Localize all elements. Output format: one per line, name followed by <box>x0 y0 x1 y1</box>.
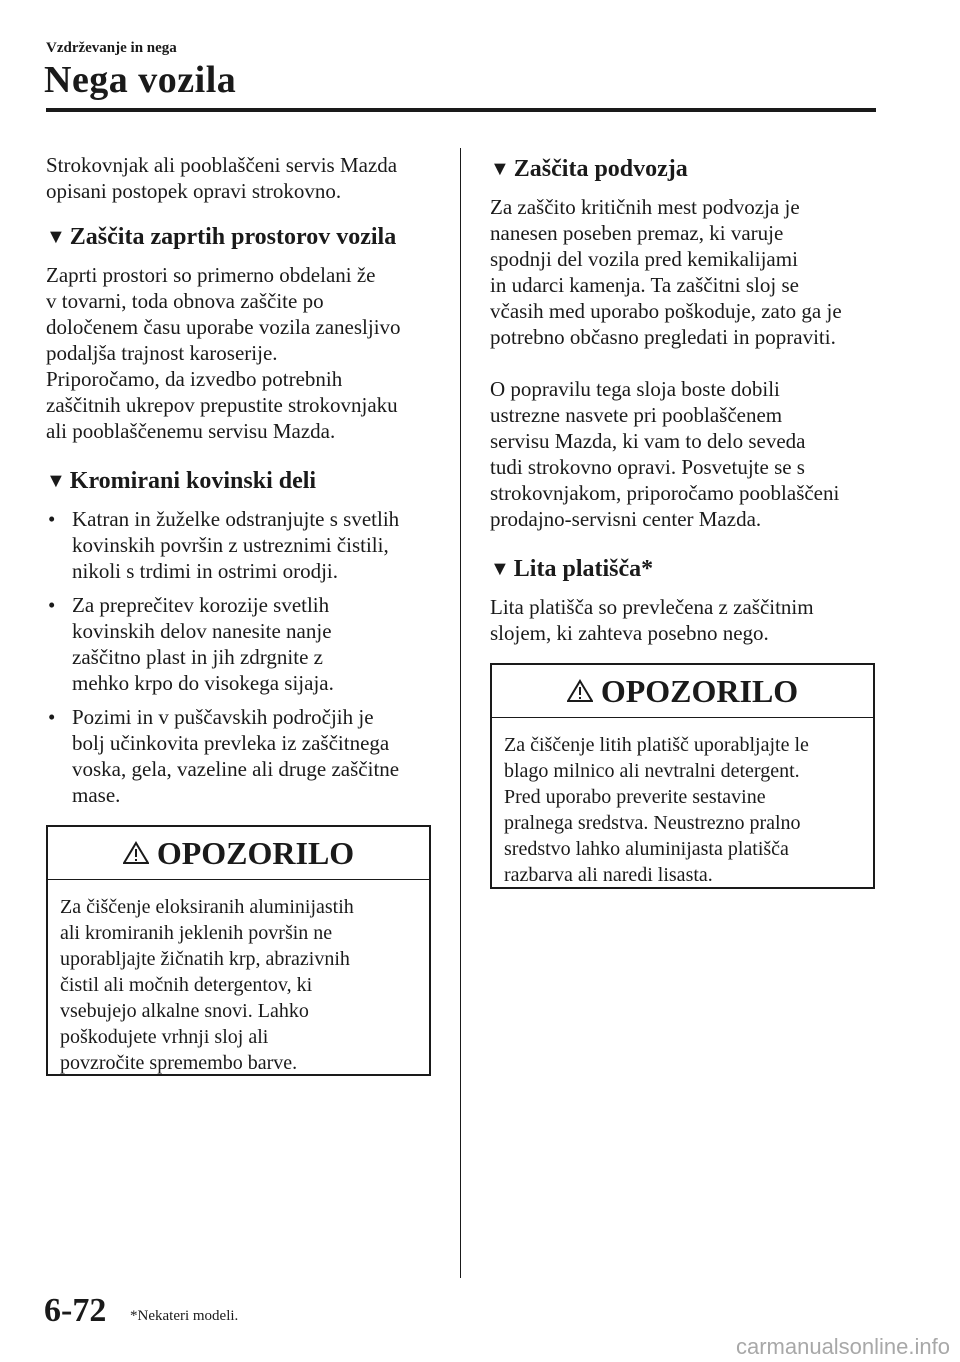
text-line: tudi strokovno opravi. Posvetujte se s <box>490 455 805 479</box>
text-line: včasih med uporabo poškoduje, zato ga je <box>490 299 842 323</box>
text-line: Katran in žuželke odstranjujte s svetlih <box>72 507 400 531</box>
text-line: povzročite spremembo barve. <box>60 1052 298 1074</box>
text-line: strokovnjakom, priporočamo pooblaščeni <box>490 481 840 505</box>
text-line: O popravilu tega sloja boste dobili <box>490 377 780 401</box>
underbody-paragraph-1 <box>490 194 876 350</box>
text-line: nikoli s trdimi in ostrimi orodji. <box>72 559 339 583</box>
heading-text: Zaščita podvozja <box>513 156 688 182</box>
text-line: kovinskih površin z ustreznimi čistili, <box>72 533 389 557</box>
text-line: ali pooblaščenemu servisu Mazda. <box>46 419 336 443</box>
text-line: Lita platišča so prevlečena z zaščitnim <box>490 595 814 619</box>
text-line: prodajno-servisni center Mazda. <box>490 507 762 531</box>
text-line: v tovarni, toda obnova zaščite po <box>46 289 324 313</box>
text-line: mehko krpo do visokega sijaja. <box>72 671 334 695</box>
warning-body <box>492 718 873 902</box>
text-line: določenem času uporabe vozila zanesljivo <box>46 315 401 339</box>
text-line: in udarci kamenja. Ta zaščitni sloj se <box>490 273 799 297</box>
underbody-paragraph-2 <box>490 376 876 532</box>
wheels-paragraph <box>490 594 876 646</box>
list-item <box>46 506 432 584</box>
text-line: voska, gela, vazeline ali druge zaščitne <box>72 757 400 781</box>
chrome-bullet-list <box>46 506 432 808</box>
right-column <box>490 140 876 646</box>
text-line: bolj učinkovita prevleka iz zaščitnega <box>72 731 390 755</box>
text-line: Za preprečitev korozije svetlih <box>72 593 330 617</box>
text-line: zaščitno plast in jih zdrgnite z <box>72 645 323 669</box>
text-line: pralnega sredstva. Neustrezno pralno <box>504 812 801 834</box>
enclosed-paragraph <box>46 262 432 444</box>
text-line: blago milnico ali nevtralni detergent. <box>504 760 800 782</box>
text-line: potrebno občasno pregledati in popraviti. <box>490 325 836 349</box>
warning-triangle-icon <box>123 841 149 865</box>
warning-title: OPOZORILO <box>156 834 355 871</box>
text-line: nanesen poseben premaz, ki varuje <box>490 221 784 245</box>
text-line: uporabljajte žičnatih krp, abrazivnih <box>60 948 350 970</box>
text-line: Priporočamo, da izvedbo potrebnih <box>46 367 343 391</box>
text-line: Pred uporabo preverite sestavine <box>504 786 766 808</box>
bullet-icon: • <box>48 507 56 531</box>
list-item <box>46 592 432 696</box>
warning-header <box>492 665 873 718</box>
warning-title: OPOZORILO <box>600 672 799 709</box>
text-line: Pozimi in v puščavskih področjih je <box>72 705 374 729</box>
text-line: Strokovnjak ali pooblaščeni servis Mazda <box>46 153 398 177</box>
triangle-down-icon: ▼ <box>46 226 66 248</box>
text-line: mase. <box>72 783 121 807</box>
text-line: čistil ali močnih detergentov, ki <box>60 974 313 996</box>
warning-box-wheels <box>490 663 875 889</box>
triangle-down-icon: ▼ <box>490 158 510 180</box>
section-heading-chrome <box>46 466 432 496</box>
left-column <box>46 152 432 816</box>
text-line: Za zaščito kritičnih mest podvozja je <box>490 195 800 219</box>
page-number: 6-72 <box>44 1292 107 1329</box>
section-heading-enclosed <box>46 222 432 252</box>
bullet-icon: • <box>48 705 56 729</box>
text-line: Za čiščenje eloksiranih aluminijastih <box>60 896 354 918</box>
text-line: Zaprti prostori so primerno obdelani že <box>46 263 376 287</box>
text-line: spodnji del vozila pred kemikalijami <box>490 247 798 271</box>
section-heading-wheels <box>490 554 876 584</box>
section-label: Vzdrževanje in nega <box>46 40 177 56</box>
text-line: Za čiščenje litih platišč uporabljajte le <box>504 734 809 756</box>
section-heading-underbody <box>490 154 876 184</box>
list-item <box>46 704 432 808</box>
text-line: podaljša trajnost karoserije. <box>46 341 278 365</box>
heading-text: Kromirani kovinski deli <box>69 468 317 494</box>
text-line: ali kromiranih jeklenih površin ne <box>60 922 333 944</box>
text-line: zaščitnih ukrepov prepustite strokovnjaku <box>46 393 398 417</box>
text-line: vsebujejo alkalne snovi. Lahko <box>60 1000 309 1022</box>
triangle-down-icon: ▼ <box>490 558 510 580</box>
triangle-down-icon: ▼ <box>46 470 66 492</box>
footnote: *Nekateri modeli. <box>130 1308 239 1324</box>
text-line: servisu Mazda, ki vam to delo seveda <box>490 429 806 453</box>
heading-text: Zaščita zaprtih prostorov vozila <box>69 224 397 250</box>
bullet-icon: • <box>48 593 56 617</box>
warning-box-chrome <box>46 825 431 1076</box>
text-line: slojem, ki zahteva posebno nego. <box>490 621 769 645</box>
text-line: ustrezne nasvete pri pooblaščenem <box>490 403 783 427</box>
text-line: opisani postopek opravi strokovno. <box>46 179 342 203</box>
warning-header <box>48 827 429 880</box>
text-line: sredstvo lahko aluminijasta platišča <box>504 838 789 860</box>
intro-paragraph <box>46 152 432 204</box>
column-divider <box>460 148 461 1278</box>
text-line: poškodujete vrhnji sloj ali <box>60 1026 269 1048</box>
warning-body <box>48 880 429 1090</box>
warning-triangle-icon <box>567 679 593 703</box>
page-title: Nega vozila <box>44 59 237 101</box>
text-line: razbarva ali naredi lisasta. <box>504 864 713 886</box>
watermark: carmanualsonline.info <box>735 1334 950 1359</box>
text-line: kovinskih delov nanesite nanje <box>72 619 332 643</box>
header-rule <box>46 108 876 112</box>
heading-text: Lita platišča* <box>513 556 654 582</box>
